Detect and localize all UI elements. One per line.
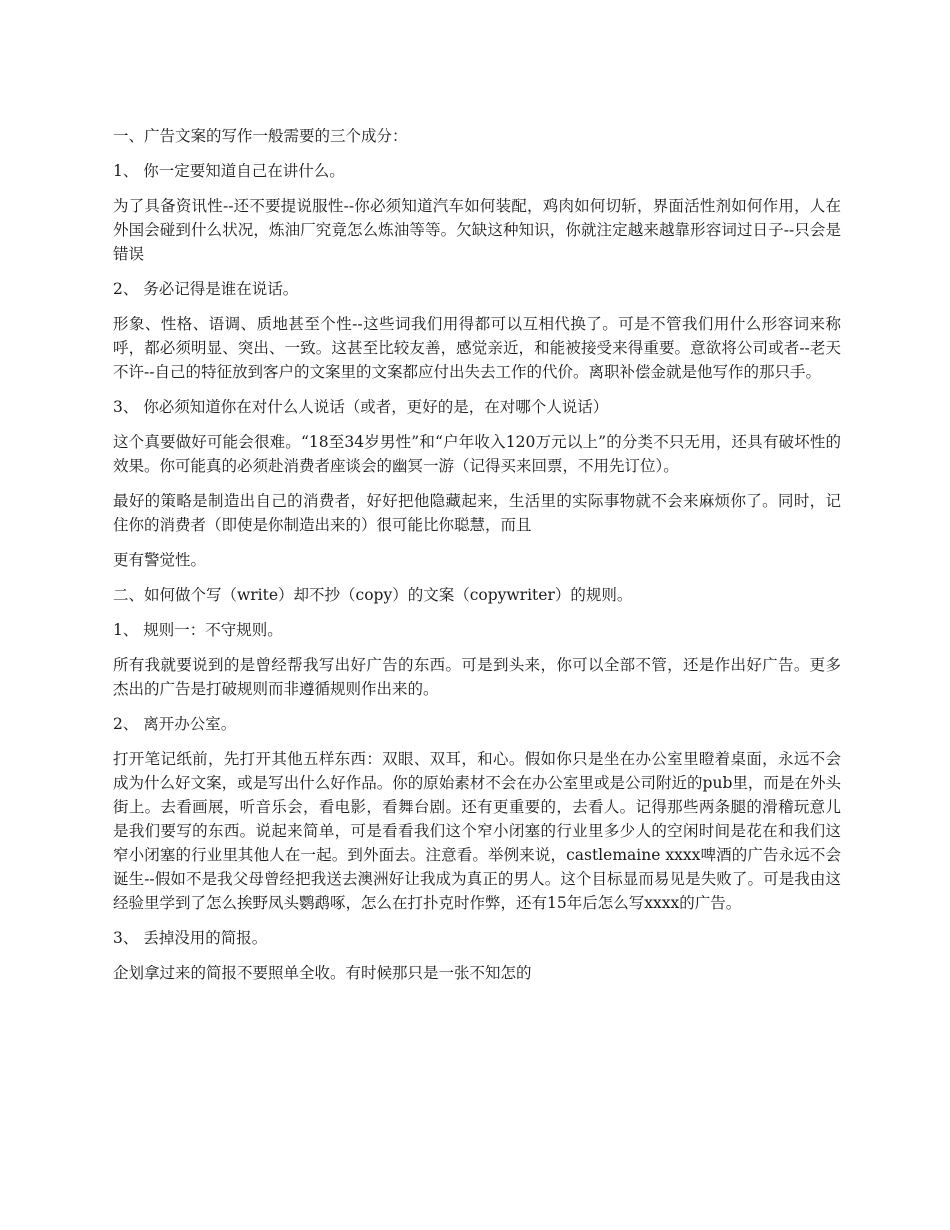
paragraph-leave-office: 打开笔记纸前，先打开其他五样东西：双眼、双耳，和心。假如你只是坐在办公室里瞪着桌面，永远不会成为什么好文案，或是写出什么好作品。你的原始素材不会在办公室里或是公司附近的pub里，而是在外头街上。去看画展，听音乐会，看电影，看舞台剧。还有更重要的，去看人。记得那些两条腿的滑稽玩意儿是我们要写的东西。说起来简单，可是看看我们这个窄小闭塞的行业里多少人的空闲时间是花在和我们这窄小闭塞的行业里其他人在一起。到外面去。注意看。举例来说，castlemaine xxxx啤酒的广告永远不会诞生--假如不是我父母曾经把我送去澳洲好让我成为真正的男人。这个目标显而易见是失败了。可是我由这经验里学到了怎么挨野凤头鹦鹉啄，怎么在打扑克时作弊，还有15年后怎么写xxxx的广告。 (113, 750, 841, 912)
heading-part-two: 二、如何做个写（write）却不抄（copy）的文案（copywriter）的规则。 (113, 586, 633, 604)
document-body (113, 124, 841, 996)
paragraph-strategy-continued: 更有警觉性。 (113, 551, 207, 569)
list-item-3-who-you-talk-to: 3、 你必须知道你在对什么人说话（或者，更好的是，在对哪个人说话） (113, 398, 609, 416)
paragraph-break-rules: 所有我就要说到的是曾经帮我写出好广告的东西。可是到头来，你可以全部不管，还是作出好广告。更多杰出的广告是打破规则而非遵循规则作出来的。 (113, 656, 841, 698)
list-item-discard-briefs: 3、 丢掉没用的简报。 (113, 929, 268, 947)
list-item-leave-office: 2、 离开办公室。 (113, 715, 237, 733)
paragraph-informative: 为了具备资讯性--还不要提说服性--你必须知道汽车如何装配，鸡肉如何切斩，界面活性剂如何作用，人在外国会碰到什么状况，炼油厂究竟怎么炼油等等。欠缺这种知识，你就注定越来越靠形容词过日子--只会是错误 (113, 197, 841, 263)
paragraph-strategy: 最好的策略是制造出自己的消费者，好好把他隐藏起来，生活里的实际事物就不会来麻烦你了。同时，记住你的消费者（即使是你制造出来的）很可能比你聪慧，而且 (113, 492, 841, 534)
heading-part-one: 一、广告文案的写作一般需要的三个成分： (113, 127, 408, 145)
paragraph-briefs: 企划拿过来的简报不要照单全收。有时候那只是一张不知怎的 (113, 964, 532, 982)
list-item-1-know-what-you-say: 1、 你一定要知道自己在讲什么。 (113, 162, 345, 180)
paragraph-image-personality: 形象、性格、语调、质地甚至个性--这些词我们用得都可以互相代换了。可是不管我们用什么形容词来称呼，都必须明显、突出、一致。这甚至比较友善，感觉亲近，和能被接受来得重要。意欲将公司或者--老天不许--自己的特征放到客户的文案里的文案都应付出失去工作的代价。离职补偿金就是他写作的那只手。 (113, 315, 841, 381)
list-item-rule-one: 1、 规则一：不守规则。 (113, 621, 283, 639)
paragraph-audience: 这个真要做好可能会很难。“18至34岁男性”和“户年收入120万元以上”的分类不只无用，还具有破坏性的效果。你可能真的必须赴消费者座谈会的幽冥一游（记得买来回票，不用先订位）。 (113, 433, 841, 475)
list-item-2-who-is-speaking: 2、 务必记得是谁在说话。 (113, 280, 299, 298)
